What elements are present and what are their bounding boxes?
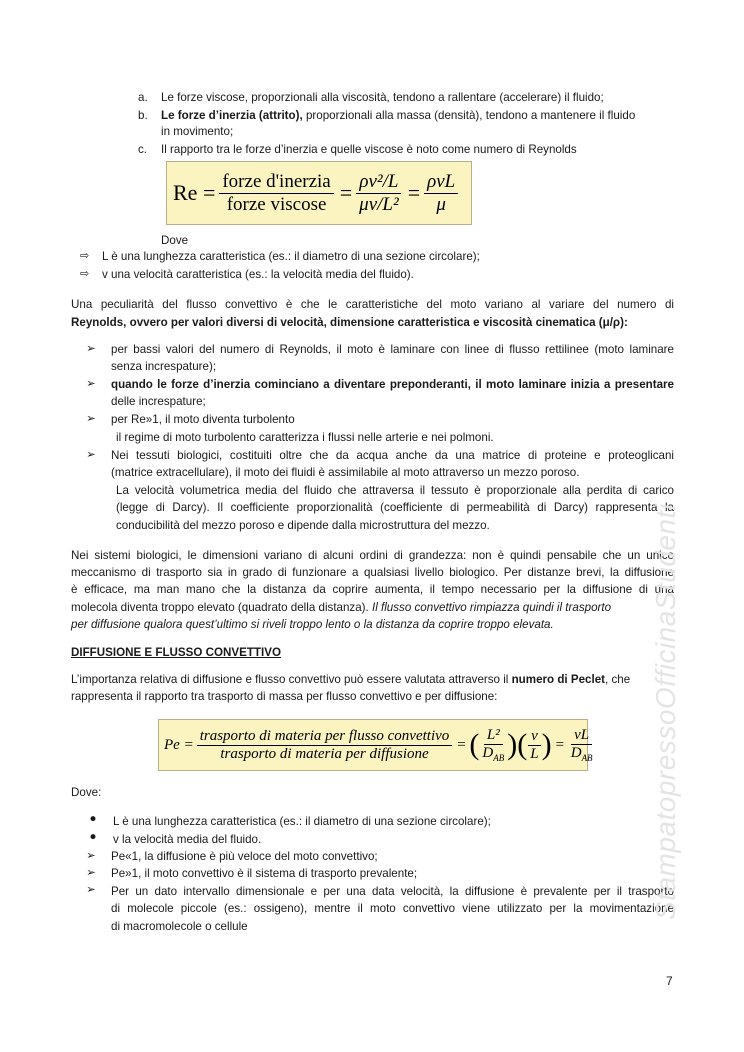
- bullet-1-line-2: senza increspature);: [111, 360, 217, 373]
- arrowhead-bullet-icon: ➢: [86, 866, 96, 879]
- paragraph-3-line-1-end: , che: [605, 673, 631, 686]
- paren-close-icon: ): [541, 728, 552, 761]
- bullet-3-line-2: il regime di moto turbolento caratterizza i flussi nelle arterie e nei polmoni.: [116, 431, 494, 444]
- bullet2-arrow-2: Pe»1, il moto convettivo è il sistema di trasporto prevalente;: [111, 867, 418, 880]
- page-number: 7: [666, 974, 673, 988]
- peclet-lhs: Pe =: [164, 736, 194, 753]
- dot-bullet-icon: ●: [89, 830, 97, 843]
- arrowhead-bullet-icon: ➢: [86, 377, 96, 390]
- bullet2-arrow-3-line-1: Per un dato intervallo dimensionale e per una data velocità, la diffusione è prevalente per il trasporto: [111, 885, 674, 898]
- arrowhead-bullet-icon: ➢: [86, 448, 96, 461]
- bullet-3-line-1: per Re»1, il moto diventa turbolento: [111, 413, 295, 426]
- bullet-2-line-1: quando le forze d’inerzia cominciano a diventare preponderanti, il moto laminare inizia a presentare: [111, 378, 674, 391]
- peclet-den1: trasporto di materia per diffusione: [220, 745, 429, 762]
- paragraph-3-line-1-plain: L’importanza relativa di diffusione e flusso convettivo può essere valutata attraverso il: [71, 673, 512, 686]
- list-item-a: Le forze viscose, proporzionali alla viscosità, tendono a rallentare (accelerare) il fluido;: [161, 91, 604, 104]
- reynolds-num3: ρvL: [424, 171, 458, 194]
- reynolds-eq2: =: [407, 180, 421, 205]
- reynolds-den1: forze viscose: [226, 193, 327, 215]
- peclet-num4: vL: [571, 727, 592, 745]
- paragraph-3-line-2: rappresenta il rapporto tra trasporto di massa per flusso convettivo e per diffusione:: [71, 690, 498, 703]
- reynolds-eq1: =: [339, 180, 353, 205]
- reynolds-num1: forze d'inerzia: [219, 171, 333, 194]
- peclet-eq1: =: [456, 736, 467, 753]
- peclet-den2: $D_{AB}$: [482, 745, 505, 763]
- paragraph-1-line-1: Una peculiarità del flusso convettivo è che le caratteristiche del moto variano al variare del numero di: [71, 298, 674, 311]
- paragraph-2-line-1: Nei sistemi biologici, le dimensioni variano di alcuni ordini di grandezza: non è quindi pensabile che un unico: [71, 549, 674, 562]
- list-item-c: Il rapporto tra le forze d’inerzia e quelle viscose è noto come numero di Reynolds: [161, 143, 577, 156]
- peclet-num1: trasporto di materia per flusso convettivo: [197, 728, 453, 746]
- list-item-b-text: proporzionali alla massa (densità), tendono a mantenere il fluido: [302, 109, 636, 122]
- paragraph-2-line-3: è efficace, ma man mano che la distanza da coprire aumenta, il tempo necessario per la diffusione di una: [71, 583, 674, 596]
- bullet2-arrow-3-line-2: di molecole piccole (es.: ossigeno), mentre il moto convettivo viene utilizzato per la movimentazione: [111, 902, 674, 915]
- arrowhead-bullet-icon: ➢: [86, 412, 96, 425]
- list-item-b-cont: in movimento;: [161, 125, 234, 138]
- peclet-eq2: =: [554, 736, 565, 753]
- arrowhead-bullet-icon: ➢: [86, 883, 96, 896]
- list-item-b: [161, 108, 635, 123]
- paragraph-2-line-4-italic: Il flusso convettivo rimpiazza quindi il trasporto: [371, 601, 612, 614]
- paragraph-2-line-4-plain: molecola diventa troppo elevato (quadrato della distanza).: [71, 601, 372, 614]
- arrowhead-bullet-icon: ➢: [86, 342, 96, 355]
- reynolds-num2: ρv²/L: [356, 171, 401, 194]
- arrow-icon: ⇨: [80, 268, 90, 280]
- list-marker-b: b.: [138, 109, 148, 122]
- dot-bullet-icon: ●: [89, 812, 97, 825]
- paren-close-icon: ): [507, 728, 518, 761]
- paren-open-icon: (: [469, 728, 480, 761]
- paragraph-2-line-2: meccanismo di trasporto sia in grado di funzionare a qualsiasi livello biologico. Per distanze brevi, la diffusione: [71, 566, 674, 579]
- watermark: [590, 503, 681, 940]
- paragraph-1-line-2: Reynolds, ovvero per valori diversi di velocità, dimensione caratteristica e viscosità cinematica (μ/ρ):: [71, 316, 628, 329]
- bullet-4-line-1: Nei tessuti biologici, costituiti oltre che da acqua anche da una matrice di proteine e proteoglicani: [111, 449, 674, 462]
- bullet2-arrow-3-line-3: di macromolecole o cellule: [111, 920, 248, 933]
- arrow-icon: ⇨: [80, 250, 90, 262]
- peclet-formula: [158, 719, 593, 771]
- watermark-text: StampatopressoOfficinaStudenti: [650, 503, 681, 920]
- bullet-4-line-2: (matrice extracellulare), il moto dei fluidi è assimilabile al moto attraverso un mezzo poroso.: [111, 466, 580, 479]
- bullet-4-line-5: conducibilità del mezzo poroso e dipende dalla microstruttura del mezzo.: [116, 519, 490, 532]
- list-marker-a: a.: [138, 91, 148, 104]
- list-item-b-bold: Le forze d’inerzia (attrito),: [161, 109, 303, 122]
- dove-label-2: Dove:: [71, 786, 102, 799]
- bullet-1-line-1: per bassi valori del numero di Reynolds, il moto è laminare con linee di flusso rettilinee (moto laminare: [111, 343, 674, 356]
- paragraph-3-line-1: [71, 672, 630, 687]
- paragraph-2-line-4: [71, 600, 611, 615]
- peclet-num3: v: [528, 728, 541, 746]
- bullet-2-line-2: delle increspature;: [111, 395, 206, 408]
- section-title: DIFFUSIONE E FLUSSO CONVETTIVO: [71, 646, 281, 659]
- arrow-item-2: v una velocità caratteristica (es.: la velocità media del fluido).: [102, 268, 414, 281]
- reynolds-lhs: Re =: [173, 180, 216, 205]
- reynolds-den3: μ: [436, 193, 446, 215]
- bullet2-dot-1: L è una lunghezza caratteristica (es.: il diametro di una sezione circolare);: [113, 815, 491, 828]
- bullet2-dot-2: v la velocità media del fluido.: [113, 833, 262, 846]
- bullet-4-line-4: (legge di Darcy). Il coefficiente proporzionalità (coefficiente di permeabilità di Darcy) rappresenta la: [116, 501, 674, 514]
- paren-open-icon: (: [517, 728, 528, 761]
- reynolds-den2: μv/L²: [359, 193, 399, 215]
- dove-label-1: Dove: [161, 234, 189, 247]
- arrowhead-bullet-icon: ➢: [86, 849, 96, 862]
- paragraph-3-peclet-bold: numero di Peclet: [511, 673, 606, 686]
- peclet-den4: $D_{AB}$: [570, 745, 593, 763]
- peclet-num2: L²: [484, 727, 503, 745]
- paragraph-2-line-5: per diffusione qualora quest’ultimo si riveli troppo lento o la distanza da coprire troppo elevata.: [71, 618, 554, 631]
- arrow-item-1: L è una lunghezza caratteristica (es.: il diametro di una sezione circolare);: [102, 250, 480, 263]
- peclet-den3: L: [530, 745, 539, 762]
- bullet2-arrow-1: Pe«1, la diffusione è più veloce del moto convettivo;: [111, 850, 378, 863]
- bullet-4-line-3: La velocità volumetrica media del fluido che attraversa il tessuto è proporzionale alla perdita di carico: [116, 484, 674, 497]
- reynolds-formula: [166, 161, 472, 225]
- list-marker-c: c.: [138, 143, 148, 156]
